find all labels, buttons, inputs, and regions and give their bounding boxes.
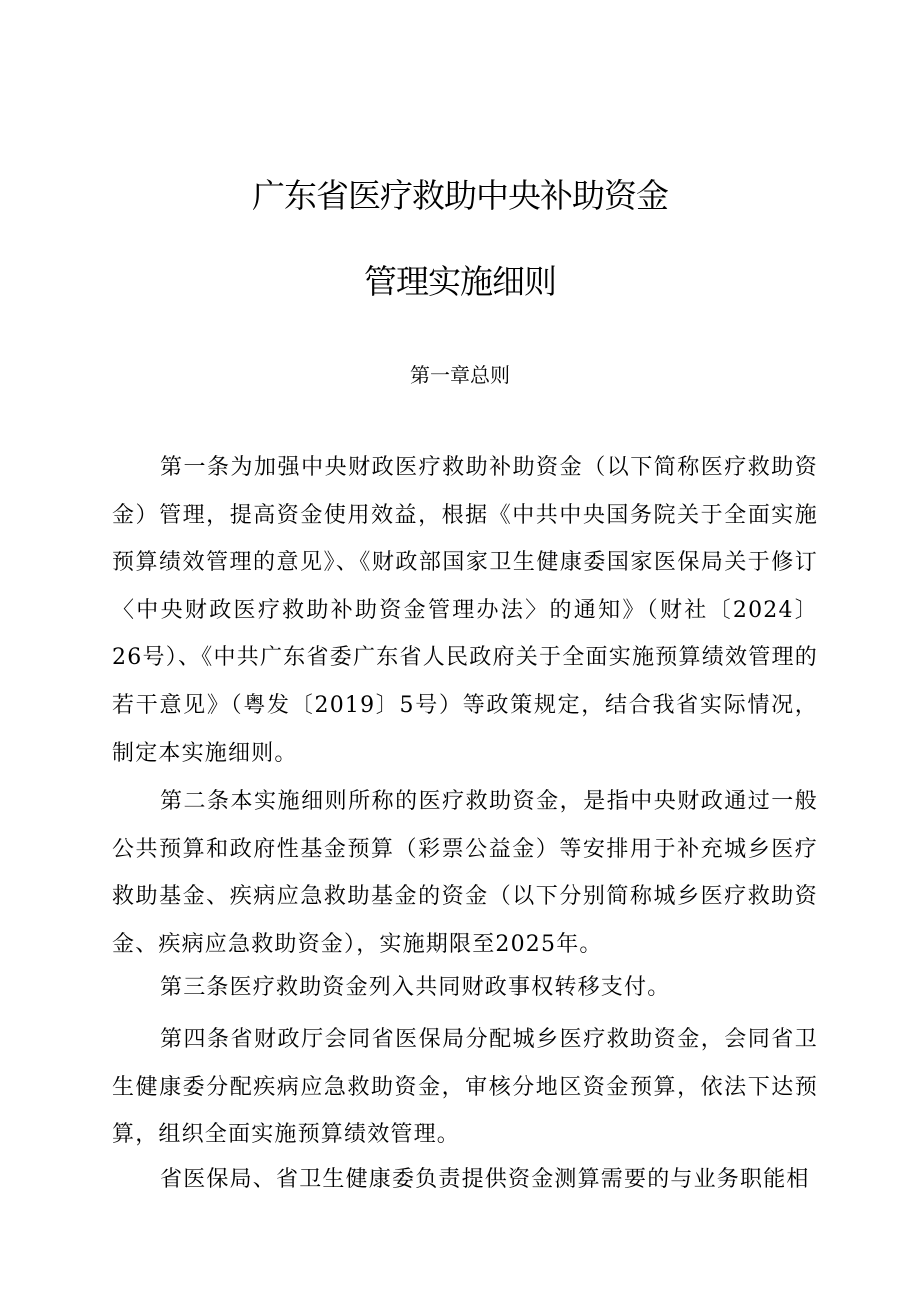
article-3-paragraph: 第三条医疗救助资金列入共同财政事权转移支付。 — [160, 975, 671, 1000]
document-title-line-1: 广东省医疗救助中央补助资金 — [252, 176, 668, 215]
chapter-heading: 第一章总则 — [410, 363, 510, 387]
article-2-paragraph: 第二条本实施细则所称的医疗救助资金，是指中央财政通过一般公共预算和政府性基金预算（彩票公益金）等安排用于补充城乡医疗救助基金、疾病应急救助基金的资金（以下分别简称城乡医疗救助资金、疾病应急救助资金），实施期限至2025年。 — [112, 789, 818, 957]
article-4-continuation-paragraph: 省医保局、省卫生健康委负责提供资金测算需要的与业务职能相 — [160, 1167, 810, 1192]
article-1-paragraph: 第一条为加强中央财政医疗救助补助资金（以下简称医疗救助资金）管理，提高资金使用效益，根据《中共中央国务院关于全面实施预算绩效管理的意见》、《财政部国家卫生健康委国家医保局关于修订〈中央财政医疗救助补助资金管理办法〉的通知》（财社〔2024〕26号）、《中共广东省委广东省人民政府关于全面实施预算绩效管理的若干意见》（粤发〔2019〕5号）等政策规定，结合我省实际情况，制定本实施细则。 — [112, 455, 818, 766]
article-4-paragraph: 第四条省财政厅会同省医保局分配城乡医疗救助资金，会同省卫生健康委分配疾病应急救助资金，审核分地区资金预算，依法下达预算，组织全面实施预算绩效管理。 — [112, 1027, 818, 1148]
document-title-line-2: 管理实施细则 — [364, 262, 556, 301]
